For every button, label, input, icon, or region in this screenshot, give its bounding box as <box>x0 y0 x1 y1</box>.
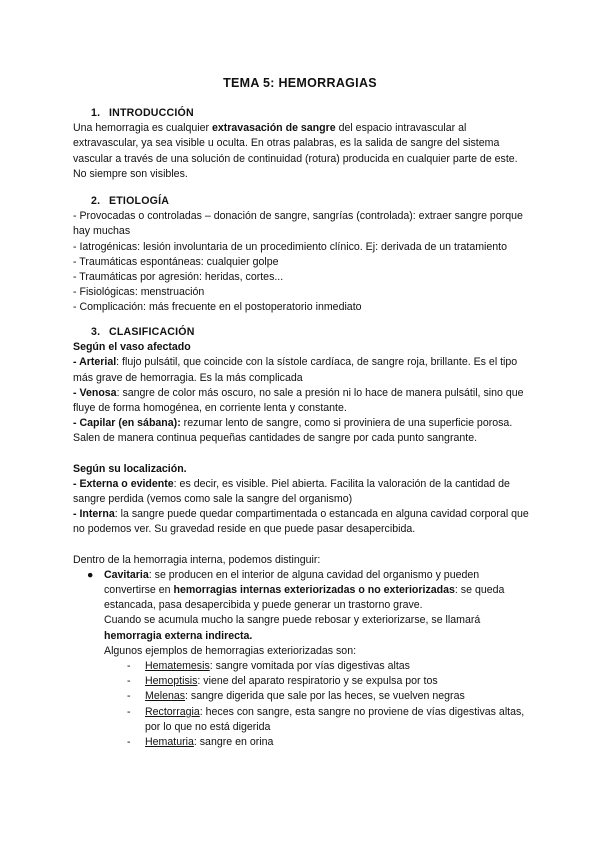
example-item: - Rectorragia: heces con sangre, esta sangre no proviene de vías digestivas altas, por lo que no está digerida <box>127 705 525 733</box>
list-item: - Fisiológicas: menstruación <box>73 286 205 299</box>
list-item: - Iatrogénicas: lesión involuntaria de un procedimiento clínico. Ej: derivada de un tratamiento <box>73 240 508 253</box>
cuando-paragraph: Cuando se acumula mucho la sangre puede rebosar y exteriorizarse, se llamará hemorragia externa indirecta. <box>104 614 481 642</box>
externa-item: - Externa o evidente: es decir, es visible. Piel abierta. Facilita la valoración de la cantidad de sangre perdida (vemos como sale la sangre del organismo) <box>73 477 510 506</box>
section-clasificacion <box>73 325 533 750</box>
spacer <box>73 447 533 462</box>
list-item: - Traumáticas espontáneas: cualquier golpe <box>73 255 279 268</box>
list-item: - Provocadas o controladas – donación de sangre, sangrías (controlada): extraer sangre porque hay muchas <box>73 210 523 238</box>
cavitaria-bullet: ● Cavitaria: se producen en el interior de alguna cavidad del organismo y pueden convertirse en hemorragias internas exteriorizadas o no exteriorizadas: se queda estancada, pasa desapercibida y puede generar un trastorno grave. Cuando se acumula mucho la sangre puede rebosar y exteriorizarse, se llamará hemorragia externa indirecta. Algunos ejemplos de hemorragias exteriorizadas son: <box>73 568 533 659</box>
venosa-item: - Venosa: sangre de color más oscuro, no sale a presión ni lo hace de manera pulsátil, sino que fluye de forma homogénea, en corriente lenta y constante. <box>73 386 524 415</box>
list-item: - Traumáticas por agresión: heridas, cortes... <box>73 271 284 284</box>
algunos-paragraph: Algunos ejemplos de hemorragias exteriorizadas son: <box>104 644 357 657</box>
bullet-icon: ● <box>87 568 94 581</box>
list-item: - Complicación: más frecuente en el postoperatorio inmediato <box>73 301 362 314</box>
example-item: - Hematemesis: sangre vomitada por vías digestivas altas <box>127 660 410 673</box>
arterial-item: - Arterial: flujo pulsátil, que coincide con la sístole cardíaca, de sangre roja, brillante. Es el tipo más grave de hemorragia. Es la más complicada <box>73 356 518 384</box>
capilar-item: - Capilar (en sábana): rezumar lento de sangre, como si proviniera de una superficie porosa. Salen de manera continua pequeñas cantidades de sangre por cada punto sangrante. <box>73 417 513 445</box>
section-etiologia <box>73 194 533 316</box>
dentro-paragraph: Dentro de la hemorragia interna, podemos distinguir: <box>73 553 321 566</box>
section-heading: 2. ETIOLOGÍA <box>91 195 170 207</box>
subheading-localizacion: Según su localización. <box>73 462 187 475</box>
subheading-vaso: Según el vaso afectado <box>73 341 191 354</box>
section-heading: 1. INTRODUCCIÓN <box>91 107 194 119</box>
spacer <box>73 538 533 553</box>
page-title: TEMA 5: HEMORRAGIAS <box>223 76 377 90</box>
section-heading: 3. CLASIFICACIÓN <box>91 326 195 338</box>
example-item: - Melenas: sangre digerida que sale por las heces, se vuelven negras <box>127 690 465 703</box>
section-introduccion <box>73 106 533 182</box>
example-item: - Hematuria: sangre en orina <box>127 736 274 749</box>
intro-paragraph: Una hemorragia es cualquier extravasación de sangre del espacio intravascular al extravascular, ya sea visible u oculta. En otras palabras, es la salida de sangre del sistema vascular a través de una solución de continuidad (rotura) producida en cualquier parte de este. No siempre son visibles. <box>73 122 518 180</box>
example-item: - Hemoptisis: viene del aparato respiratorio y se expulsa por tos <box>127 675 438 688</box>
interna-item: - Interna: la sangre puede quedar compartimentada o estancada en alguna cavidad corporal que no podemos ver. Su gravedad reside en que puede pasar desapercibida. <box>73 508 529 536</box>
